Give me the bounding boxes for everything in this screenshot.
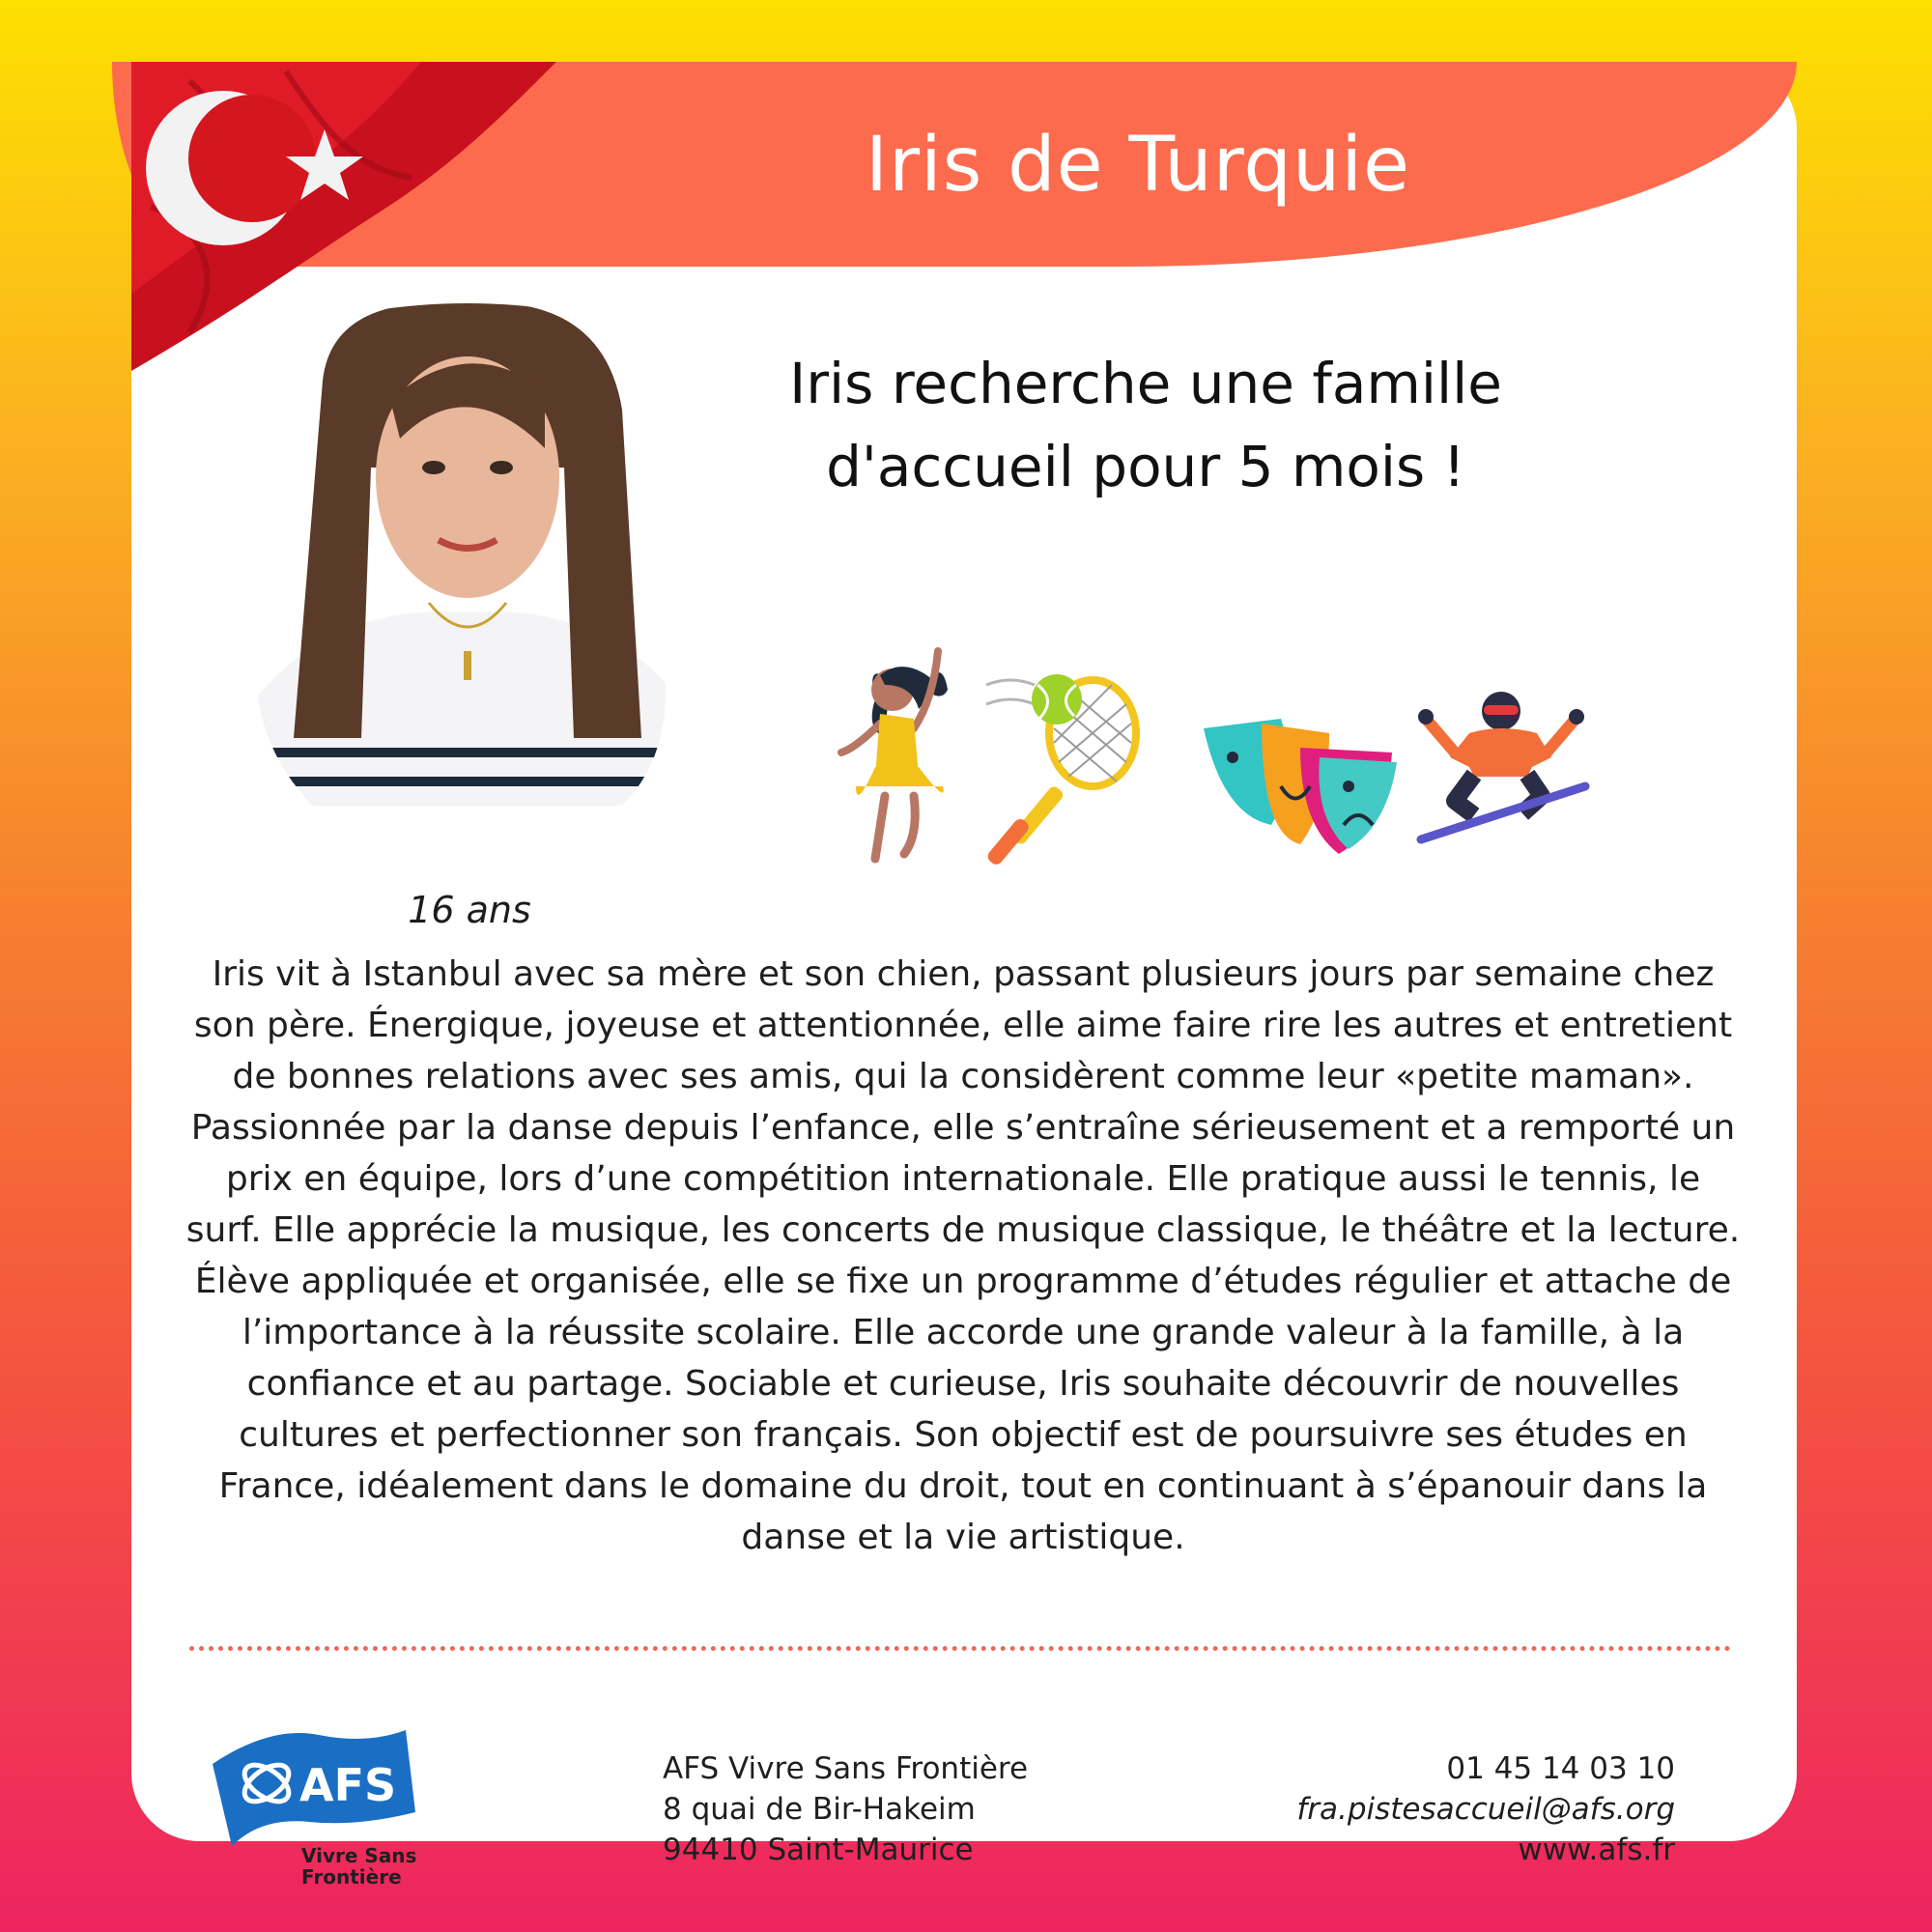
page-title: Iris de Turquie	[865, 122, 1410, 209]
dancer-icon	[837, 641, 962, 873]
hobby-icons	[827, 641, 1774, 873]
bio-paragraph: Iris vit à Istanbul avec sa mère et son chien, passant plusieurs jours par semaine chez son père. Énergique, joyeuse et attentionnée, elle aime faire rire les autres et entretient de bonnes relations avec ses amis, qui la considèrent comme leur «petite maman». Passionnée par la danse depuis l’enfance, elle s’entraîne sérieusement et a remporté un prix en équipe, lors d’une compétition internationale. Elle pratique aussi le tennis, le surf. Elle apprécie la musique, les concerts de musique classique, le théâtre et la lecture. Élève appliquée et organisée, elle se fixe un programme d’études régulier et attache de l’importance à la réussite scolaire. Elle accorde une grande valeur à la famille, à la confiance et au partage. Sociable et curieuse, Iris souhaite découvrir de nouvelles cultures et perfectionner son français. Son objectif est de poursuivre ses études en France, idéalement dans le domaine du droit, tout en continuant à s’épanouir dans la danse et la vie artistique.	[185, 954, 1741, 1557]
address-line-3: 94410 Saint-Maurice	[663, 1833, 974, 1867]
logo-brand: AFS	[299, 1759, 397, 1811]
postal-address	[663, 1748, 1028, 1870]
tennis-icon	[981, 666, 1146, 868]
student-photo	[255, 294, 680, 806]
profile-card	[131, 62, 1797, 1889]
address-line-1: AFS Vivre Sans Frontière	[663, 1751, 1029, 1786]
theatre-masks-icon	[1204, 719, 1397, 854]
afs-logo	[213, 1725, 425, 1888]
logo-tagline-2: Frontière	[301, 1865, 402, 1889]
address-line-2: 8 quai de Bir-Hakeim	[663, 1792, 976, 1827]
age-label: 16 ans	[408, 889, 531, 931]
headline-line-1: Iris recherche une famille	[789, 351, 1502, 416]
contact-info	[1296, 1748, 1675, 1870]
logo-tagline-1: Vivre Sans	[301, 1844, 417, 1867]
email-link[interactable]: fra.pistesaccueil@afs.org	[1296, 1792, 1675, 1827]
snowboarder-icon	[1416, 690, 1590, 844]
dotted-divider	[189, 1646, 1731, 1651]
phone-number: 01 45 14 03 10	[1446, 1751, 1675, 1786]
headline	[730, 342, 1561, 508]
website-link[interactable]: www.afs.fr	[1518, 1833, 1675, 1867]
headline-line-2: d'accueil pour 5 mois !	[826, 434, 1465, 499]
